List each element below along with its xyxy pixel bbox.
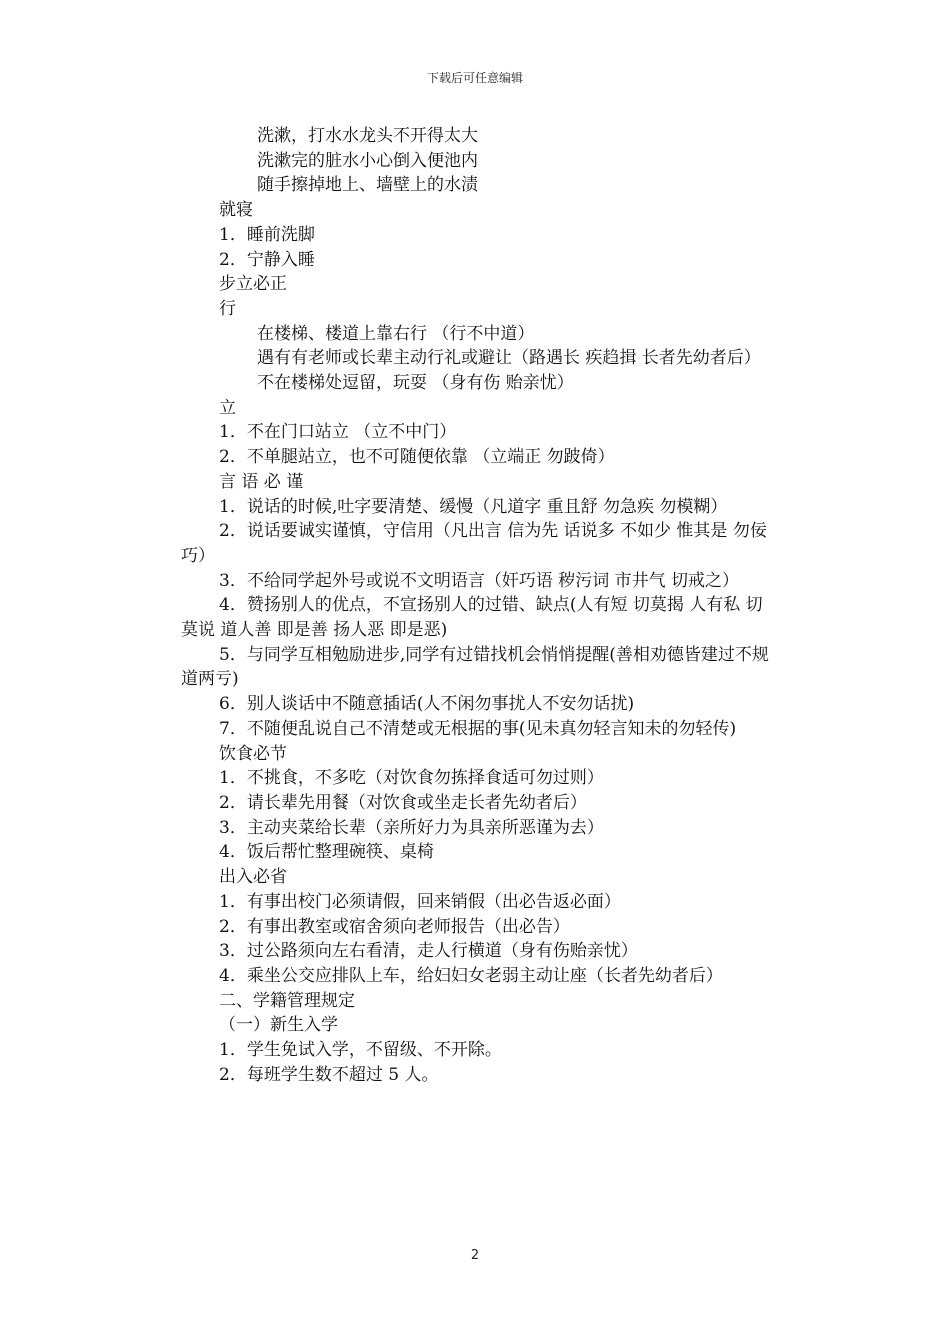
list-item: 2．不单腿站立，也不可随便依靠 （立端正 勿跛倚）	[219, 447, 615, 468]
list-item: 4．赞扬别人的优点，不宣扬别人的过错、缺点(人有短 切莫揭 人有私 切莫说 道人善 即是善 扬人恶 即是恶)	[181, 595, 763, 641]
text-line: 洗漱，打水水龙头不开得太大	[257, 126, 478, 146]
page-header: 下载后可任意编辑	[426, 71, 523, 85]
list-item: 3．不给同学起外号或说不文明语言（奸巧语 秽污词 市井气 切戒之）	[219, 570, 740, 591]
text-line: 在楼梯、楼道上靠右行 （行不中道）	[257, 323, 535, 344]
section-heading: 就寝	[219, 200, 253, 221]
chapter-heading: 二、学籍管理规定	[219, 990, 355, 1011]
list-item: 1．说话的时候,吐字要清楚、缓慢（凡道字 重且舒 勿急疾 勿模糊）	[219, 496, 728, 517]
list-item: 7．不随便乱说自己不清楚或无根据的事(见未真勿轻言知未的勿轻传)	[219, 718, 737, 739]
subsection-heading: 行	[219, 298, 236, 319]
list-item: 3．过公路须向左右看清，走人行横道（身有伤贻亲忧）	[219, 941, 638, 962]
section-heading: 出入必省	[219, 867, 287, 888]
text-line: 洗漱完的脏水小心倒入便池内	[257, 150, 478, 171]
list-item: 2．说话要诚实谨慎，守信用（凡出言 信为先 话说多 不如少 惟其是 勿佞巧）	[181, 521, 767, 566]
list-item: 4．乘坐公交应排队上车，给妇妇女老弱主动让座（长者先幼者后）	[219, 965, 723, 986]
list-item: 2．每班学生数不超过 5 人。	[219, 1064, 439, 1085]
text-line: 遇有有老师或长辈主动行礼或避让（路遇长 疾趋揖 长者先幼者后）	[257, 348, 761, 369]
list-item: 2．有事出教室或宿舍须向老师报告（出必告）	[219, 916, 570, 937]
list-item: 5．与同学互相勉励进步,同学有过错找机会悄悄提醒(善相劝德皆建过不规道两亏)	[181, 644, 769, 690]
section-heading: 饮食必节	[219, 743, 287, 764]
list-item: 1．不挑食，不多吃（对饮食勿拣择食适可勿过则）	[219, 768, 604, 789]
text-line: 随手擦掉地上、墙壁上的水渍	[257, 175, 478, 196]
list-item: 6．别人谈话中不随意插话(人不闲勿事扰人不安勿话扰)	[219, 694, 635, 715]
section-heading: （一）新生入学	[219, 1015, 338, 1036]
subsection-heading: 立	[219, 397, 236, 418]
list-item: 1．不在门口站立 （立不中门）	[219, 422, 457, 443]
section-heading: 步立必正	[219, 274, 287, 295]
list-item: 1．有事出校门必须请假，回来销假（出必告返必面）	[219, 891, 621, 912]
list-item: 3．主动夹菜给长辈（亲所好力为具亲所恶谨为去）	[219, 817, 604, 838]
list-item: 1．学生免试入学，不留级、不开除。	[219, 1040, 502, 1061]
document-body	[181, 124, 771, 1087]
list-item: 2．请长辈先用餐（对饮食或坐走长者先幼者后）	[219, 792, 587, 813]
list-item: 1．睡前洗脚	[219, 224, 315, 245]
list-item: 4．饭后帮忙整理碗筷、桌椅	[219, 842, 434, 863]
page-number: 2	[470, 1248, 480, 1263]
list-item: 2．宁静入睡	[219, 249, 315, 270]
section-heading: 言 语 必 谨	[219, 471, 304, 492]
text-line: 不在楼梯处逗留，玩耍 （身有伤 贻亲忧）	[257, 373, 574, 394]
